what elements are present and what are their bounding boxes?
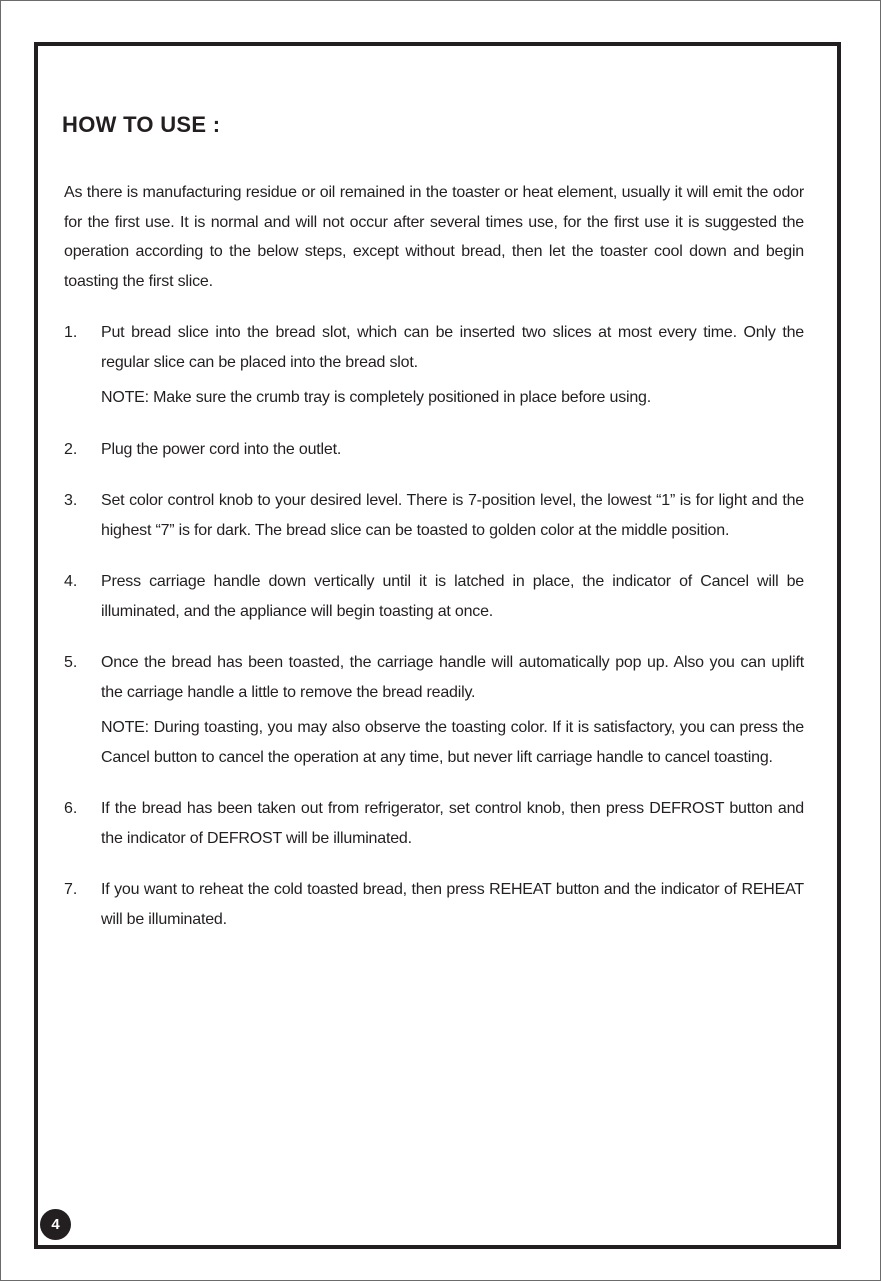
step-5 [64, 648, 804, 772]
step-2 [64, 435, 804, 465]
step-3 [64, 486, 804, 545]
step-number: 5. [64, 654, 78, 671]
step-note: NOTE: During toasting, you may also observe the toasting color. If it is satisfactory, you can press the Cancel button to cancel the operation at any time, but never lift carriage handle to cancel toasting. [101, 719, 804, 766]
page-title: HOW TO USE : [62, 112, 221, 137]
step-text: Set color control knob to your desired level. There is 7-position level, the lowest “1” is for light and the highest “7” is for dark. The bread slice can be toasted to golden color at the middle position. [101, 492, 804, 539]
intro-paragraph: As there is manufacturing residue or oil remained in the toaster or heat element, usually it will emit the odor for the first use. It is normal and will not occur after several times use, for the first use it is suggested the operation according to the below steps, except without bread, then let the toaster cool down and begin toasting the first slice. [64, 184, 804, 290]
step-1 [64, 318, 804, 413]
step-text: If you want to reheat the cold toasted bread, then press REHEAT button and the indicator of REHEAT will be illuminated. [101, 881, 804, 928]
page-number-badge: 4 [40, 1209, 71, 1240]
step-note: NOTE: Make sure the crumb tray is completely positioned in place before using. [101, 389, 651, 406]
step-number: 3. [64, 492, 78, 509]
step-text: If the bread has been taken out from refrigerator, set control knob, then press DEFROST button and the indicator of DEFROST will be illuminated. [101, 800, 804, 847]
step-number: 6. [64, 800, 78, 817]
step-text: Put bread slice into the bread slot, which can be inserted two slices at most every time. Only the regular slice can be placed into the bread slot. [101, 324, 804, 371]
step-4 [64, 567, 804, 626]
step-text: Once the bread has been toasted, the carriage handle will automatically pop up. Also you can uplift the carriage handle a little to remove the bread readily. [101, 654, 804, 701]
steps-list [64, 318, 804, 956]
step-text: Plug the power cord into the outlet. [101, 440, 342, 458]
step-number: 7. [64, 881, 78, 898]
step-number: 1. [64, 324, 78, 341]
step-6 [64, 794, 804, 853]
step-7 [64, 875, 804, 934]
step-number: 2. [64, 440, 78, 458]
step-text: Press carriage handle down vertically until it is latched in place, the indicator of Cancel will be illuminated, and the appliance will begin toasting at once. [101, 573, 804, 620]
step-number: 4. [64, 573, 78, 590]
